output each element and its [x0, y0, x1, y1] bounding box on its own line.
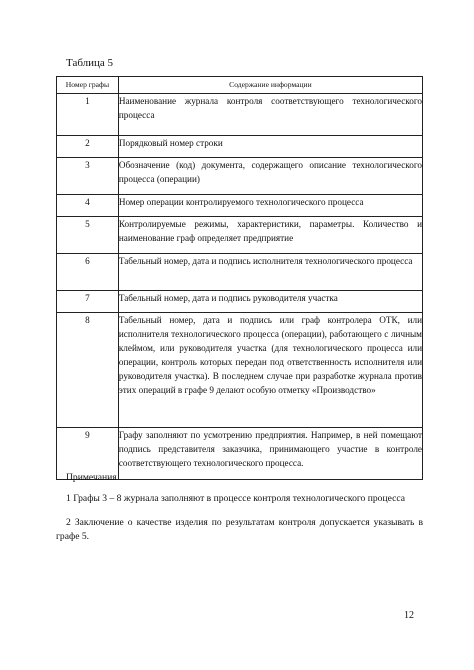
notes-section — [56, 471, 423, 554]
page-number: 12 — [404, 610, 414, 621]
row-number: 4 — [57, 195, 119, 217]
row-number: 9 — [57, 428, 119, 480]
note-item: 1 Графы 3 – 8 журнала заполняют в процессе контроля технологического процесса — [66, 493, 406, 504]
notes-title: Примечания — [66, 472, 117, 483]
row-content: Табельный номер, дата и подпись или граф контролера ОТК, или исполнителя технологического процесса (операции), работающего с личным клеймом, или руководителя участка (для технологического процесса или операции, контроль которых передан под ответственность исполнителя или руководителя участка). В последнем случае при разработке журнала против этих операций в графе 9 делают особую отметку «Производство» — [118, 313, 422, 428]
row-content: Графу заполняют по усмотрению предприятия. Например, в ней помещают подпись представителя заказчика, принимающего участие в контроле соответствующего технологического процесса. — [118, 428, 422, 480]
row-content: Табельный номер, дата и подпись руководителя участка — [118, 291, 422, 313]
row-number: 7 — [57, 291, 119, 313]
row-content: Табельный номер, дата и подпись исполнителя технологического процесса — [118, 254, 422, 291]
table-row — [57, 94, 423, 136]
info-table — [56, 76, 423, 480]
table-row — [57, 254, 423, 291]
row-number: 2 — [57, 136, 119, 158]
table-row — [57, 313, 423, 428]
table-row — [57, 217, 423, 254]
row-number: 8 — [57, 313, 119, 428]
table-caption: Таблица 5 — [66, 57, 114, 69]
note-item: 2 Заключение о качестве изделия по результатам контроля допускается указывать в графе 5. — [56, 517, 423, 542]
row-content: Номер операции контролируемого технологического процесса — [118, 195, 422, 217]
row-content: Порядковый номер строки — [118, 136, 422, 158]
row-content: Контролируемые режимы, характеристики, параметры. Количество и наименование граф определяет предприятие — [118, 217, 422, 254]
table-row — [57, 195, 423, 217]
column-header-number: Номер графы — [57, 77, 119, 94]
row-content: Обозначение (код) документа, содержащего описание технологического процесса (операции) — [118, 158, 422, 195]
row-content: Наименование журнала контроля соответствующего технологического процесса — [118, 94, 422, 136]
table-row — [57, 158, 423, 195]
row-number: 5 — [57, 217, 119, 254]
column-header-content: Содержание информации — [118, 77, 422, 94]
row-number: 3 — [57, 158, 119, 195]
row-number: 6 — [57, 254, 119, 291]
row-number: 1 — [57, 94, 119, 136]
table-row — [57, 136, 423, 158]
table-row — [57, 291, 423, 313]
table-header-row — [57, 77, 423, 94]
